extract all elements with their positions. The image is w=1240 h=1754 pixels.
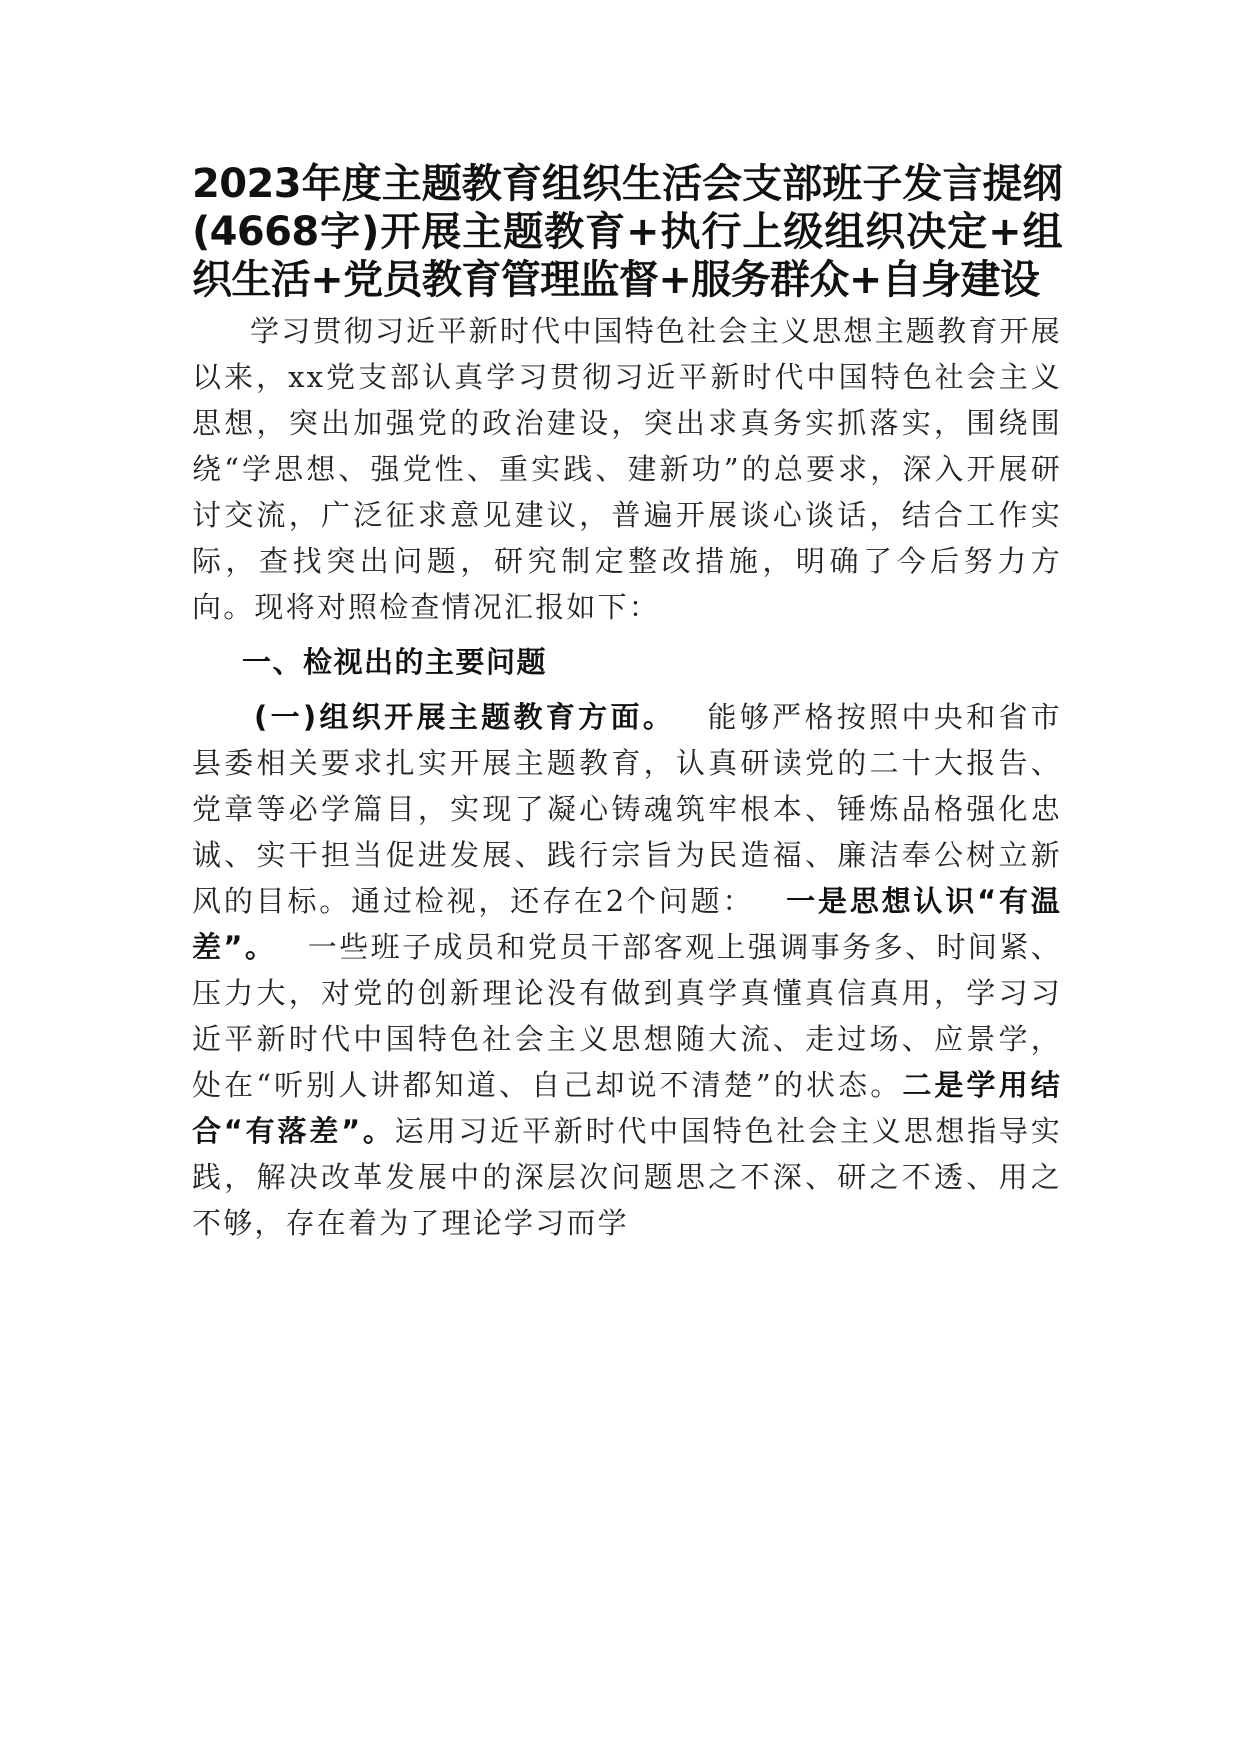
point-two-text: 运用习近平新时代中国特色社会主义思想指导实践，解决改革发展中的深层次问题思之不深、研之不透、用之不够，存在着为了理论学习而学 [192,1114,1062,1240]
subsection-heading: (一)组织开展主题教育方面。 [254,700,676,734]
intro-paragraph: 学习贯彻习近平新时代中国特色社会主义思想主题教育开展以来，xx党支部认真学习贯彻习近平新时代中国特色社会主义思想，突出加强党的政治建设，突出求真务实抓落实，围绕围绕“学思想、强党性、重实践、建新功”的总要求，深入开展研讨交流，广泛征求意见建议，普遍开展谈心谈话，结合工作实际，查找突出问题，研究制定整改措施，明确了今后努力方向。现将对照检查情况汇报如下： [192,314,1062,624]
document-page [192,160,1062,1246]
point-two-title: 二是学用结合“有落差”。 [192,1068,1062,1148]
section-heading: 一、检视出的主要问题 [242,645,548,679]
point-one-text: 一些班子成员和党员干部客观上强调事务多、时间紧、压力大，对党的创新理论没有做到真学真懂真信真用，学习习近平新时代中国特色社会主义思想随大流、走过场、应景学，处在“听别人讲都知道、自己却说不清楚”的状态。 [192,930,1062,1102]
point-one-title: 一是思想认识“有温差”。 [192,884,1062,964]
subsection-text: 能够严格按照中央和省市县委相关要求扎实开展主题教育，认真研读党的二十大报告、党章等必学篇目，实现了凝心铸魂筑牢根本、锤炼品格强化忠诚、实干担当促进发展、践行宗旨为民造福、廉洁奉公树立新风的目标。通过检视，还存在2个问题： [192,700,1063,918]
document-title: 2023年度主题教育组织生活会支部班子发言提纲(4668字)开展主题教育+执行上级组织决定+组织生活+党员教育管理监督+服务群众+自身建设 [192,161,1062,303]
subsection-paragraph [192,694,1062,1246]
